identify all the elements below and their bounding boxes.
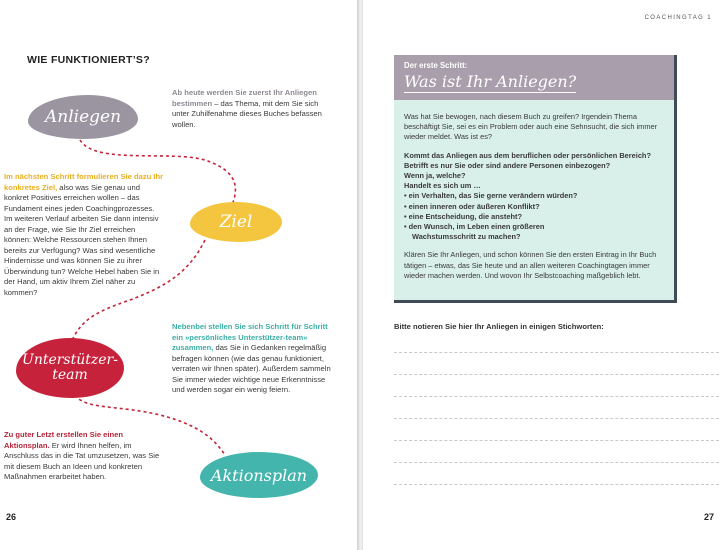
exercise-kicker: Der erste Schritt:: [404, 61, 468, 70]
ziel-blob: [190, 202, 282, 242]
note-line[interactable]: [394, 462, 720, 463]
question-line: Kommt das Anliegen aus dem beruflichen oder persönlichen Bereich?: [404, 150, 651, 160]
exercise-box-header: [394, 55, 674, 100]
paragraph-aktionsplan-highlight: Zu guter Letzt erstellen Sie einen Aktionsplan.: [4, 430, 123, 450]
note-line[interactable]: [394, 396, 720, 397]
note-line[interactable]: [394, 440, 720, 441]
paragraph-ziel-text: also was Sie genau und konkret Positives erreichen wollen – das Fundament eines jeden Coachingprozesses. Im weiteren Verlauf arbeiten Sie dann intensiv an der Frage, wie Sie Ihr Ziel erreichen können: Welche Ressourcen stehen Ihnen bereits zur Verfügung? Was sind wesentliche Hindernisse und was können Sie zu ihrer Überwindung tun? Welche Hebel haben Sie in der Hand, um aktiv Ihrem Ziel näher zu kommen?: [4, 182, 160, 297]
paragraph-anliegen-text: – das Thema, mit dem Sie sich unter Zuhilfenahme dieses Buches befassen wollen.: [172, 98, 322, 129]
paragraph-anliegen-highlight: Ab heute werden Sie zuerst Ihr Anliegen bestimmen: [172, 88, 317, 108]
ziel-label: Ziel: [219, 212, 253, 232]
question-line: • den Wunsch, im Leben einen größeren: [404, 222, 545, 232]
exercise-intro: Was hat Sie bewogen, nach diesem Buch zu greifen? Irgendein Thema beschäftigt Sie, sei es ein Problem oder auch eine Sehnsucht, die sich immer wieder meldet. Was ist es?: [404, 112, 658, 142]
paragraph-anliegen: [172, 88, 332, 130]
exercise-box: [394, 55, 677, 303]
right-page: [363, 0, 720, 550]
exercise-outro: Klären Sie Ihr Anliegen, und schon können Sie den ersten Eintrag in Ihr Buch tätigen – etwas, das Sie heute und an allen weiteren Coachingtagen immer wieder machen werden. Und wovon Ihr Selbstcoaching maßgeblich lebt.: [404, 250, 657, 280]
paragraph-ziel-highlight: Im nächsten Schritt formulieren Sie dazu Ihr konkretes Ziel,: [4, 172, 164, 192]
question-line: Wachstumsschritt zu machen?: [412, 232, 521, 242]
running-head: COACHINGTAG 1: [644, 15, 712, 21]
page-heading: WIE FUNKTIONIERT’S?: [27, 54, 150, 66]
page-number-left: 26: [6, 512, 17, 522]
question-line: • einen inneren oder äußeren Konflikt?: [404, 201, 540, 211]
question-line: Wenn ja, welche?: [404, 171, 466, 181]
note-line[interactable]: [394, 352, 720, 353]
note-line[interactable]: [394, 374, 720, 375]
question-line: Betrifft es nur Sie oder sind andere Personen einbezogen?: [404, 160, 611, 170]
paragraph-ziel: [4, 172, 164, 298]
question-line: Handelt es sich um …: [404, 181, 481, 191]
exercise-box-body: [404, 112, 666, 289]
paragraph-unterstuetzerteam-highlight: Nebenbei stellen Sie sich Schritt für Schritt ein »persönliches Unterstützer-team« zusammen,: [172, 322, 328, 352]
unterstuetzerteam-blob: [16, 338, 124, 398]
note-line[interactable]: [394, 484, 720, 485]
paragraph-unterstuetzerteam-text: das Sie in Gedanken regelmäßig befragen können (wie das genau funktioniert, verraten wir Ihnen später). Außerdem sammeln Sie immer wieder wichtige neue Erkenntnisse und werden sogar ein wenig feiern.: [172, 343, 331, 394]
question-line: • eine Entscheidung, die ansteht?: [404, 211, 522, 221]
aktionsplan-label: Aktionsplan: [210, 465, 308, 485]
exercise-questions: [404, 151, 666, 243]
left-page: [0, 0, 357, 550]
exercise-title: Was ist Ihr Anliegen?: [404, 72, 577, 91]
notes-prompt: Bitte notieren Sie hier Ihr Anliegen in einigen Stichworten:: [394, 322, 604, 331]
unterstuetzerteam-label-line2: team: [52, 367, 88, 383]
paragraph-unterstuetzerteam: [172, 322, 332, 396]
unterstuetzerteam-label-line1: Unterstützer-: [22, 352, 118, 368]
note-line[interactable]: [394, 418, 720, 419]
anliegen-label: Anliegen: [44, 107, 122, 127]
paragraph-aktionsplan-text: Er wird Ihnen helfen, im Anschluss das in die Tat umzusetzen, was Sie mit diesem Buch an Ideen und konkreten Maßnahmen erarbeitet haben.: [4, 440, 160, 481]
aktionsplan-blob: [200, 452, 318, 498]
page-number-right: 27: [703, 512, 714, 522]
paragraph-aktionsplan: [4, 430, 164, 483]
question-line: • ein Verhalten, das Sie gerne verändern würden?: [404, 191, 578, 201]
